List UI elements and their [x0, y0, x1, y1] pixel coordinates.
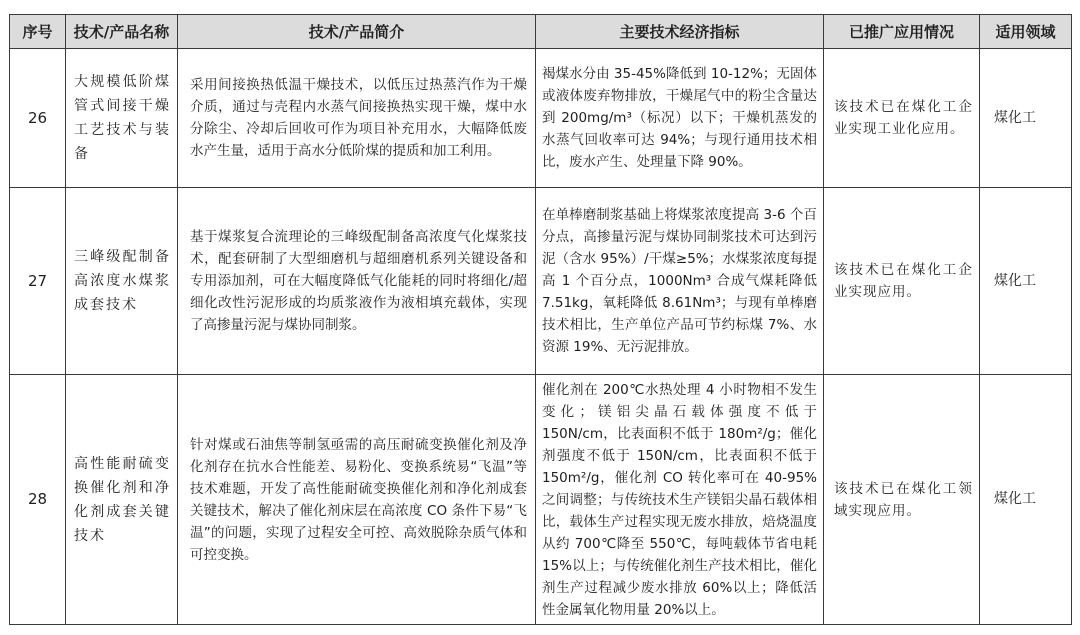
row-field: 煤化工 — [980, 188, 1072, 375]
row-seq: 28 — [10, 375, 66, 625]
row-intro: 针对煤或石油焦等制氢亟需的高压耐硫变换催化剂及净化剂存在抗水合性能差、易粉化、变换系统易“飞温”等技术难题，开发了高性能耐硫变换催化剂和净化剂成套关键技术，解决了催化剂床层在高浓度 CO 条件下易“飞温”的问题，实现了过程安全可控、高效脱除杂质气体和可控变换。 — [178, 375, 536, 625]
row-status: 该技术已在煤化工企业实现应用。 — [824, 188, 980, 375]
row-field: 煤化工 — [980, 375, 1072, 625]
table-header-row — [10, 15, 1072, 49]
row-field: 煤化工 — [980, 49, 1072, 188]
row-name: 高性能耐硫变换催化剂和净化剂成套关键技术 — [66, 375, 178, 625]
row-seq: 27 — [10, 188, 66, 375]
row-intro: 基于煤浆复合流理论的三峰级配制备高浓度气化煤浆技术，配套研制了大型细磨机与超细磨机系列关键设备和专用添加剂，可在大幅度降低气化能耗的同时将细化/超细化改性污泥形成的均质浆液作为液相填充载体，实现了高掺量污泥与煤协同制浆。 — [178, 188, 536, 375]
header-metrics: 主要技术经济指标 — [536, 15, 824, 49]
header-name: 技术/产品名称 — [66, 15, 178, 49]
row-seq: 26 — [10, 49, 66, 188]
table-row — [10, 49, 1072, 188]
row-metrics: 催化剂在 200℃水热处理 4 小时物相不发生变化；镁铝尖晶石载体强度不低于 150N/cm，比表面积不低于 180m²/g；催化剂强度不低于 150N/cm，比表面积不低于 150m²/g，催化剂 CO 转化率可在 40-95%之间调整；与传统技术生产镁铝尖晶石载体相比，载体生产过程实现无废水排放，焙烧温度从约 700℃降至 550℃，每吨载体节省电耗 15%以上；与传统催化剂生产技术相比，催化剂生产过程减少废水排放 60%以上；降低活性金属氧化物用量 20%以上。 — [536, 375, 824, 625]
table-row — [10, 188, 1072, 375]
technology-catalog — [9, 14, 1072, 625]
row-name: 大规模低阶煤管式间接干燥工艺技术与装备 — [66, 49, 178, 188]
row-intro: 采用间接换热低温干燥技术，以低压过热蒸汽作为干燥介质，通过与壳程内水蒸气间接换热实现干燥，煤中水分除尘、冷却后回收可作为项目补充用水，大幅降低废水产生量，适用于高水分低阶煤的提质和加工利用。 — [178, 49, 536, 188]
row-metrics: 褐煤水分由 35-45%降低到 10-12%；无固体或液体废弃物排放，干燥尾气中的粉尘含量达到 200mg/m³（标况）以下；干燥机蒸发的水蒸气回收率可达 94%；与现行通用技术相比，废水产生、处理量下降 90%。 — [536, 49, 824, 188]
row-metrics: 在单棒磨制浆基础上将煤浆浓度提高 3-6 个百分点，高掺量污泥与煤协同制浆技术可达到污泥（含水 95%）/干煤≥5%；水煤浆浓度每提高 1 个百分点，1000Nm³ 合成气煤耗降低 7.51kg，氧耗降低 8.61Nm³；与现有单棒磨技术相比，生产单位产品可节约标煤 7%、水资源 19%、无污泥排放。 — [536, 188, 824, 375]
header-intro: 技术/产品简介 — [178, 15, 536, 49]
row-status: 该技术已在煤化工企业实现工业化应用。 — [824, 49, 980, 188]
table-row — [10, 375, 1072, 625]
row-name: 三峰级配制备高浓度水煤浆成套技术 — [66, 188, 178, 375]
header-field: 适用领域 — [980, 15, 1072, 49]
header-seq: 序号 — [10, 15, 66, 49]
technology-table — [9, 14, 1072, 625]
row-status: 该技术已在煤化工领域实现应用。 — [824, 375, 980, 625]
header-status: 已推广应用情况 — [824, 15, 980, 49]
